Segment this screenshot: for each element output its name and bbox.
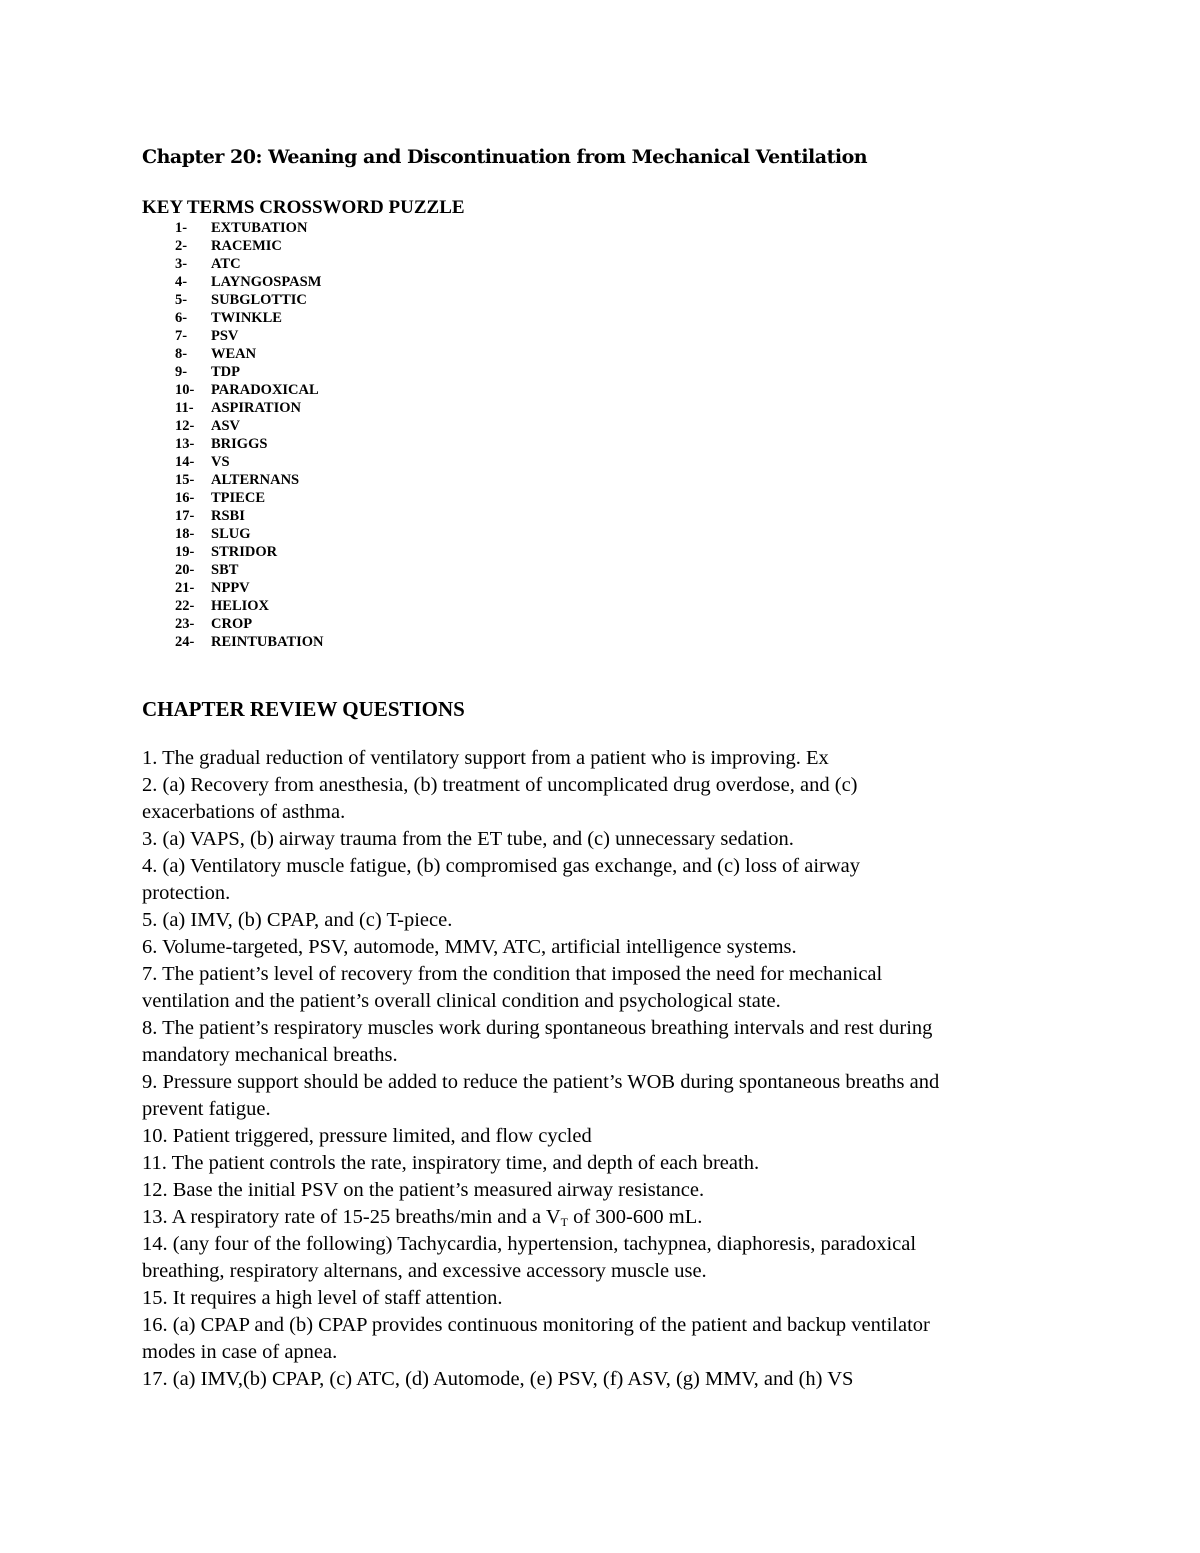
answer-number: 21- bbox=[175, 580, 195, 596]
crossword-answer-item bbox=[175, 507, 324, 525]
review-line: prevent fatigue. bbox=[142, 1098, 271, 1120]
answer-number: 1- bbox=[175, 220, 188, 236]
review-line: 11. The patient controls the rate, inspiratory time, and depth of each breath. bbox=[142, 1152, 760, 1174]
answer-term: CROP bbox=[211, 616, 253, 632]
review-line: breathing, respiratory alternans, and excessive accessory muscle use. bbox=[142, 1260, 707, 1282]
crossword-answer-item bbox=[175, 381, 324, 399]
review-line: exacerbations of asthma. bbox=[142, 801, 346, 823]
crossword-answer-item bbox=[175, 417, 324, 435]
review-line: modes in case of apnea. bbox=[142, 1341, 338, 1363]
review-line bbox=[142, 1204, 1072, 1231]
answer-number: 2- bbox=[175, 238, 188, 254]
crossword-answer-item bbox=[175, 255, 324, 273]
subscript-text: T bbox=[560, 1215, 568, 1229]
crossword-answer-item bbox=[175, 633, 324, 651]
answer-term: SLUG bbox=[211, 526, 251, 542]
review-line: 9. Pressure support should be added to reduce the patient’s WOB during spontaneous breaths and bbox=[142, 1071, 940, 1093]
answer-term: ATC bbox=[211, 256, 241, 272]
answer-term: ASPIRATION bbox=[211, 400, 301, 416]
crossword-answer-item bbox=[175, 579, 324, 597]
answer-number: 3- bbox=[175, 256, 188, 272]
crossword-answer-item bbox=[175, 561, 324, 579]
crossword-answer-item bbox=[175, 309, 324, 327]
review-line: 16. (a) CPAP and (b) CPAP provides continuous monitoring of the patient and backup ventilator bbox=[142, 1314, 930, 1336]
answer-number: 13- bbox=[175, 436, 195, 452]
answer-term: NPPV bbox=[211, 580, 250, 596]
answer-number: 9- bbox=[175, 364, 188, 380]
crossword-answer-item bbox=[175, 327, 324, 345]
review-line: 10. Patient triggered, pressure limited, and flow cycled bbox=[142, 1125, 592, 1147]
answer-number: 14- bbox=[175, 454, 195, 470]
answer-number: 15- bbox=[175, 472, 195, 488]
answer-term: PARADOXICAL bbox=[211, 382, 319, 398]
answer-term: EXTUBATION bbox=[211, 220, 308, 236]
crossword-heading: KEY TERMS CROSSWORD PUZZLE bbox=[142, 197, 465, 218]
crossword-answer-item bbox=[175, 273, 324, 291]
answer-number: 22- bbox=[175, 598, 195, 614]
crossword-answer-item bbox=[175, 615, 324, 633]
review-line: 12. Base the initial PSV on the patient’s measured airway resistance. bbox=[142, 1179, 705, 1201]
review-line: 5. (a) IMV, (b) CPAP, and (c) T-piece. bbox=[142, 909, 453, 931]
review-line: 1. The gradual reduction of ventilatory support from a patient who is improving. Ex bbox=[142, 747, 829, 769]
answer-number: 18- bbox=[175, 526, 195, 542]
review-line: 15. It requires a high level of staff attention. bbox=[142, 1287, 503, 1309]
answer-term: SUBGLOTTIC bbox=[211, 292, 307, 308]
answer-term: RACEMIC bbox=[211, 238, 282, 254]
answer-term: TDP bbox=[211, 364, 240, 380]
answer-term: SBT bbox=[211, 562, 239, 578]
answer-term: ASV bbox=[211, 418, 241, 434]
answer-number: 19- bbox=[175, 544, 195, 560]
answer-term: TWINKLE bbox=[211, 310, 282, 326]
crossword-answer-item bbox=[175, 363, 324, 381]
answer-term: WEAN bbox=[211, 346, 257, 362]
answer-term: ALTERNANS bbox=[211, 472, 300, 488]
crossword-answer-item bbox=[175, 597, 324, 615]
crossword-answer-item bbox=[175, 453, 324, 471]
review-answers bbox=[142, 745, 1072, 1393]
answer-term: HELIOX bbox=[211, 598, 270, 614]
answer-term: RSBI bbox=[211, 508, 245, 524]
review-line: 7. The patient’s level of recovery from the condition that imposed the need for mechanical bbox=[142, 963, 883, 985]
crossword-answer-item bbox=[175, 543, 324, 561]
crossword-answer-item bbox=[175, 525, 324, 543]
crossword-answer-list bbox=[175, 219, 324, 651]
answer-term: VS bbox=[211, 454, 230, 470]
answer-number: 17- bbox=[175, 508, 195, 524]
review-line: ventilation and the patient’s overall clinical condition and psychological state. bbox=[142, 990, 781, 1012]
answer-term: BRIGGS bbox=[211, 436, 268, 452]
answer-term: TPIECE bbox=[211, 490, 265, 506]
review-line: mandatory mechanical breaths. bbox=[142, 1044, 398, 1066]
answer-number: 8- bbox=[175, 346, 188, 362]
review-line: protection. bbox=[142, 882, 231, 904]
review-line: 4. (a) Ventilatory muscle fatigue, (b) compromised gas exchange, and (c) loss of airway bbox=[142, 855, 861, 877]
answer-term: PSV bbox=[211, 328, 239, 344]
answer-number: 4- bbox=[175, 274, 188, 290]
crossword-answer-item bbox=[175, 435, 324, 453]
crossword-answer-item bbox=[175, 345, 324, 363]
answer-term: STRIDOR bbox=[211, 544, 278, 560]
answer-number: 12- bbox=[175, 418, 195, 434]
answer-number: 7- bbox=[175, 328, 188, 344]
answer-term: LAYNGOSPASM bbox=[211, 274, 322, 290]
review-line: 8. The patient’s respiratory muscles work during spontaneous breathing intervals and rest during bbox=[142, 1017, 933, 1039]
crossword-answer-item bbox=[175, 237, 324, 255]
review-line: 2. (a) Recovery from anesthesia, (b) treatment of uncomplicated drug overdose, and (c) bbox=[142, 774, 858, 796]
crossword-answer-item bbox=[175, 399, 324, 417]
answer-number: 10- bbox=[175, 382, 195, 398]
crossword-answer-item bbox=[175, 489, 324, 507]
crossword-answer-item bbox=[175, 291, 324, 309]
review-heading: CHAPTER REVIEW QUESTIONS bbox=[142, 697, 465, 721]
chapter-title: Chapter 20: Weaning and Discontinuation from Mechanical Ventilation bbox=[142, 146, 868, 168]
review-line: 3. (a) VAPS, (b) airway trauma from the ET tube, and (c) unnecessary sedation. bbox=[142, 828, 794, 850]
crossword-answer-item bbox=[175, 219, 324, 237]
review-line: 6. Volume-targeted, PSV, automode, MMV, ATC, artificial intelligence systems. bbox=[142, 936, 797, 958]
review-line-text: of 300-600 mL. bbox=[567, 1206, 703, 1228]
answer-number: 23- bbox=[175, 616, 195, 632]
answer-number: 11- bbox=[175, 400, 194, 416]
answer-number: 24- bbox=[175, 634, 195, 650]
answer-number: 16- bbox=[175, 490, 195, 506]
answer-number: 6- bbox=[175, 310, 188, 326]
answer-number: 5- bbox=[175, 292, 188, 308]
review-line: 17. (a) IMV,(b) CPAP, (c) ATC, (d) Automode, (e) PSV, (f) ASV, (g) MMV, and (h) VS bbox=[142, 1368, 854, 1390]
answer-term: REINTUBATION bbox=[211, 634, 324, 650]
review-line-text: 13. A respiratory rate of 15-25 breaths/min and a V bbox=[142, 1206, 561, 1228]
crossword-answer-item bbox=[175, 471, 324, 489]
review-line: 14. (any four of the following) Tachycardia, hypertension, tachypnea, diaphoresis, paradoxical bbox=[142, 1233, 917, 1255]
answer-number: 20- bbox=[175, 562, 195, 578]
